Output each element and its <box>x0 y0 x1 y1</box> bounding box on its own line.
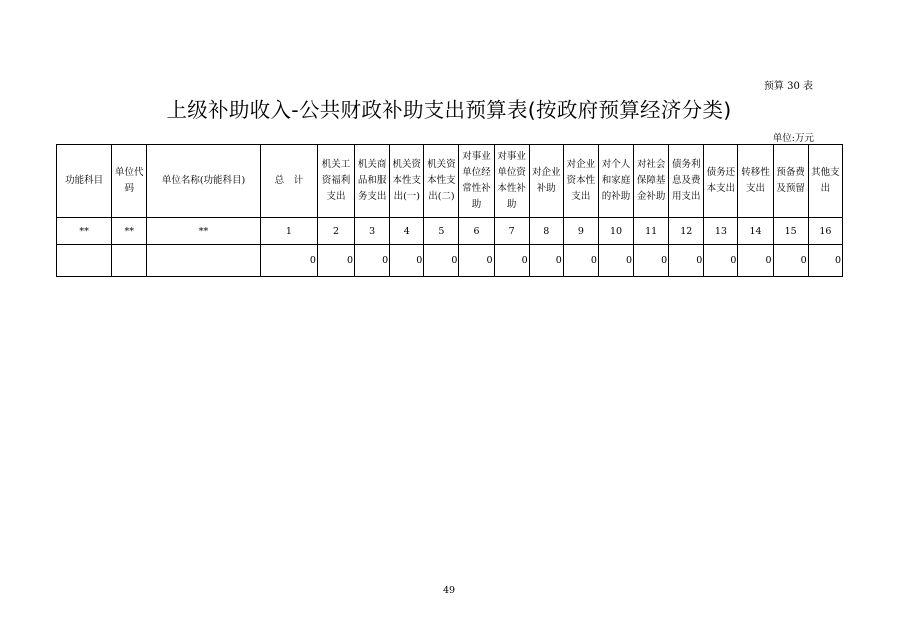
header-cell: 对企业资本性支出 <box>563 145 598 218</box>
code-cell: 11 <box>634 218 669 245</box>
data-cell: 0 <box>260 245 317 277</box>
page-title: 上级补助收入-公共财政补助支出预算表(按政府预算经济分类) <box>166 98 732 122</box>
header-cell: 单位名称(功能科目) <box>147 145 260 218</box>
header-cell: 预备费及预留 <box>773 145 808 218</box>
header-cell: 对社会保障基金补助 <box>634 145 669 218</box>
code-cell: 15 <box>773 218 808 245</box>
data-cell <box>112 245 147 277</box>
data-cell: 0 <box>529 245 563 277</box>
code-cell: 13 <box>704 218 738 245</box>
code-cell: 14 <box>738 218 773 245</box>
code-cell: 5 <box>424 218 459 245</box>
code-cell: 6 <box>459 218 494 245</box>
code-cell: 9 <box>563 218 598 245</box>
header-cell: 对事业单位资本性补助 <box>494 145 529 218</box>
header-cell: 债务利息及费用支出 <box>669 145 704 218</box>
data-cell: 0 <box>808 245 842 277</box>
unit-label: 单位:万元 <box>772 133 814 144</box>
code-cell: 16 <box>808 218 842 245</box>
data-cell: 0 <box>317 245 354 277</box>
data-cell: 0 <box>563 245 598 277</box>
header-cell: 对企业补助 <box>529 145 563 218</box>
header-cell: 其他支出 <box>808 145 842 218</box>
data-cell: 0 <box>704 245 738 277</box>
table-number: 预算 30 表 <box>763 81 813 92</box>
code-cell: 4 <box>390 218 424 245</box>
header-row <box>57 145 843 218</box>
header-cell: 机关商品和服务支出 <box>355 145 390 218</box>
header-cell: 功能科目 <box>57 145 112 218</box>
header-cell: 单位代码 <box>112 145 147 218</box>
data-cell <box>57 245 112 277</box>
budget-table <box>56 144 843 277</box>
header-cell: 机关工资福利支出 <box>317 145 354 218</box>
data-cell: 0 <box>634 245 669 277</box>
table-row <box>57 245 843 277</box>
code-cell: ** <box>147 218 260 245</box>
data-cell: 0 <box>738 245 773 277</box>
code-cell: 12 <box>669 218 704 245</box>
code-cell: 3 <box>355 218 390 245</box>
data-cell: 0 <box>494 245 529 277</box>
data-cell: 0 <box>355 245 390 277</box>
header-cell: 对个人和家庭的补助 <box>598 145 633 218</box>
header-cell: 机关资本性支出(二) <box>424 145 459 218</box>
data-cell: 0 <box>598 245 633 277</box>
header-cell: 机关资本性支出(一) <box>390 145 424 218</box>
data-cell: 0 <box>424 245 459 277</box>
data-cell: 0 <box>773 245 808 277</box>
code-cell: 10 <box>598 218 633 245</box>
data-cell: 0 <box>459 245 494 277</box>
code-cell: 2 <box>317 218 354 245</box>
header-cell: 对事业单位经常性补助 <box>459 145 494 218</box>
data-cell: 0 <box>390 245 424 277</box>
header-cell: 债务还本支出 <box>704 145 738 218</box>
code-cell: 1 <box>260 218 317 245</box>
header-cell: 总 计 <box>260 145 317 218</box>
data-cell: 0 <box>669 245 704 277</box>
code-cell: 7 <box>494 218 529 245</box>
page-number: 49 <box>442 585 456 596</box>
code-cell: ** <box>57 218 112 245</box>
data-cell <box>147 245 260 277</box>
code-cell: ** <box>112 218 147 245</box>
code-cell: 8 <box>529 218 563 245</box>
column-code-row <box>57 218 843 245</box>
header-cell: 转移性支出 <box>738 145 773 218</box>
